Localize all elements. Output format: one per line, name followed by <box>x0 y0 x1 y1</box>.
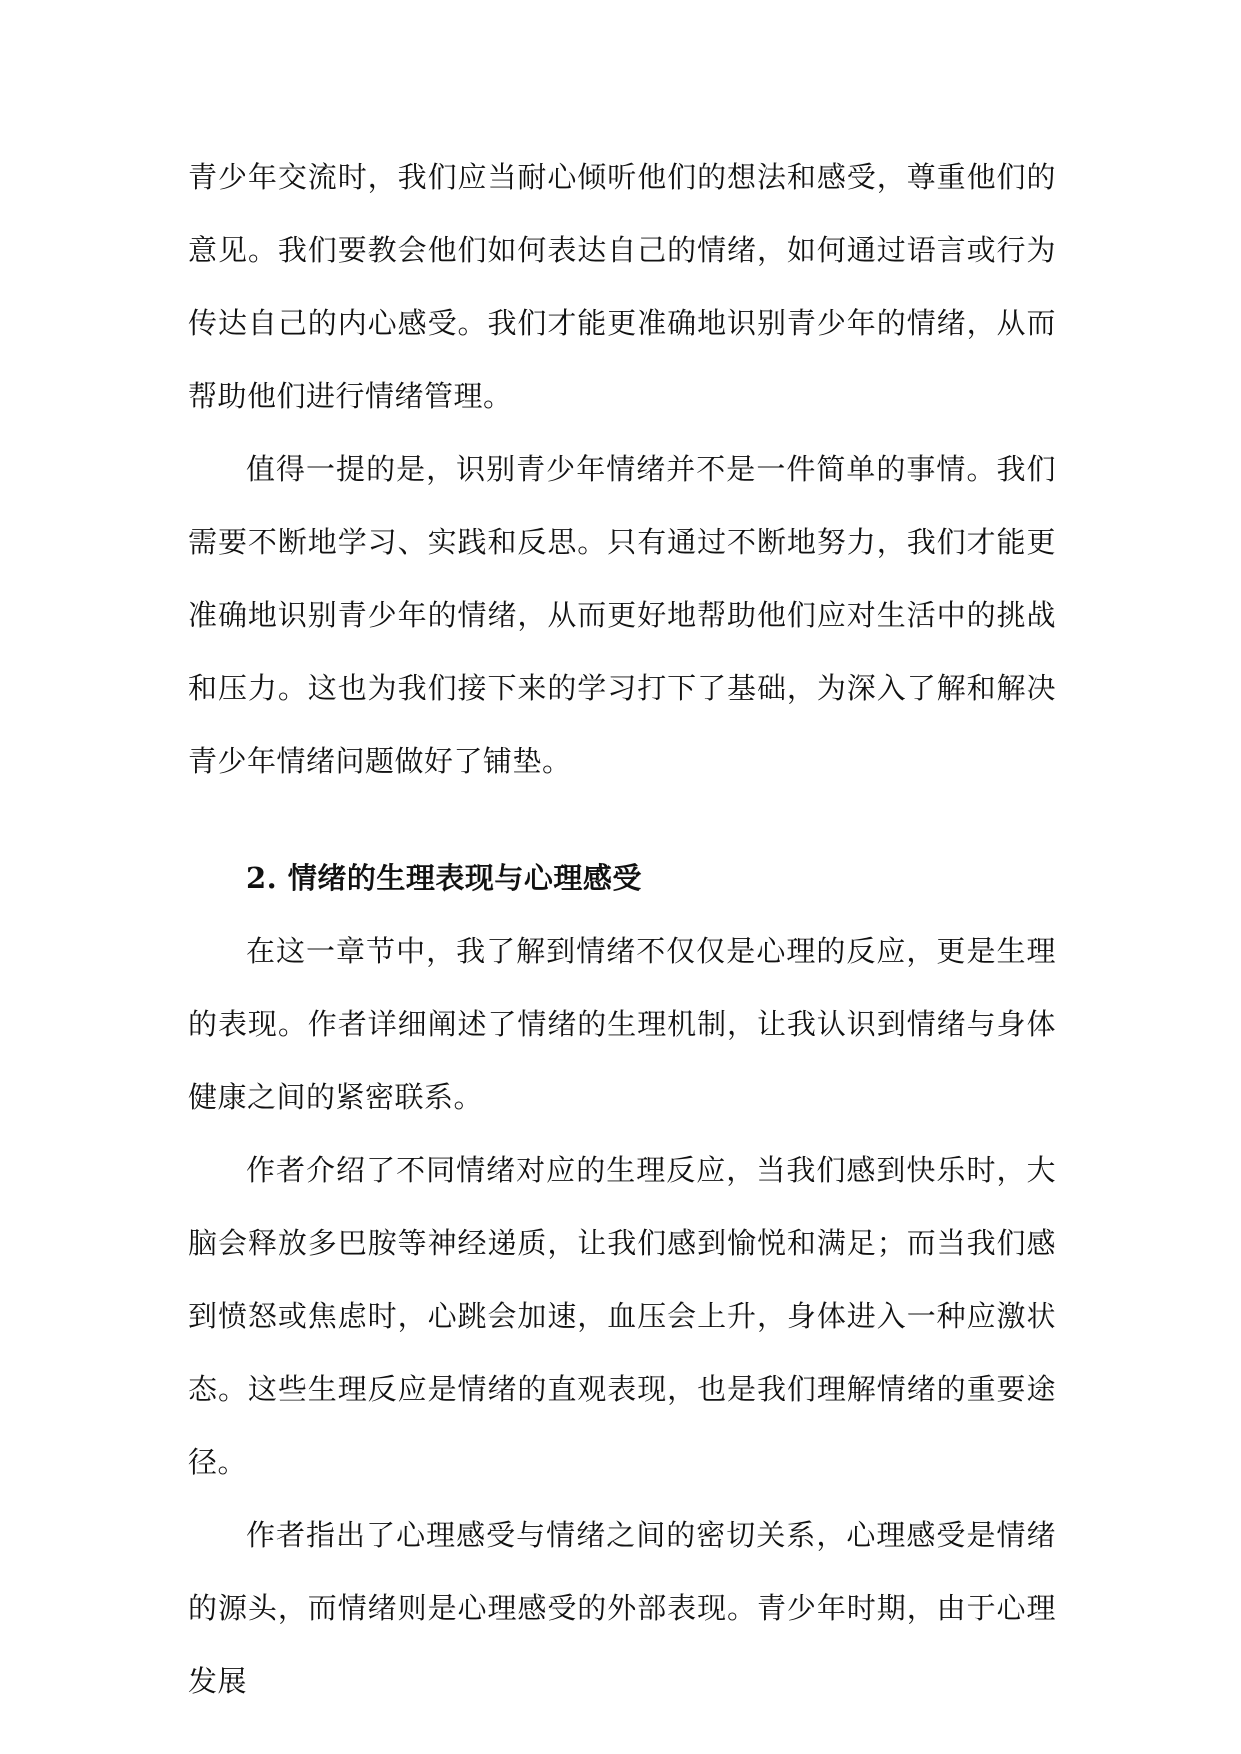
paragraph-truncated: 作者指出了心理感受与情绪之间的密切关系，心理感受是情绪的源头，而情绪则是心理感受的外部表现。青少年时期，由于心理发展 <box>188 1518 1056 1698</box>
paragraph: 在这一章节中，我了解到情绪不仅仅是心理的反应，更是生理的表现。作者详细阐述了情绪的生理机制，让我认识到情绪与身体健康之间的紧密联系。 <box>188 934 1056 1114</box>
section-spacer <box>188 798 1056 842</box>
section-heading: 2. 情绪的生理表现与心理感受 <box>246 861 642 895</box>
paragraph: 作者介绍了不同情绪对应的生理反应，当我们感到快乐时，大脑会释放多巴胺等神经递质，让我们感到愉悦和满足；而当我们感到愤怒或焦虑时，心跳会加速，血压会上升，身体进入一种应激状态。这些生理反应是情绪的直观表现，也是我们理解情绪的重要途径。 <box>188 1153 1056 1479</box>
paragraph: 值得一提的是，识别青少年情绪并不是一件简单的事情。我们需要不断地学习、实践和反思。只有通过不断地努力，我们才能更准确地识别青少年的情绪，从而更好地帮助他们应对生活中的挑战和压力。这也为我们接下来的学习打下了基础，为深入了解和解决青少年情绪问题做好了铺垫。 <box>188 452 1056 778</box>
document-body <box>188 141 1056 1718</box>
paragraph-continued: 青少年交流时，我们应当耐心倾听他们的想法和感受，尊重他们的意见。我们要教会他们如何表达自己的情绪，如何通过语言或行为传达自己的内心感受。我们才能更准确地识别青少年的情绪，从而帮助他们进行情绪管理。 <box>188 160 1056 413</box>
